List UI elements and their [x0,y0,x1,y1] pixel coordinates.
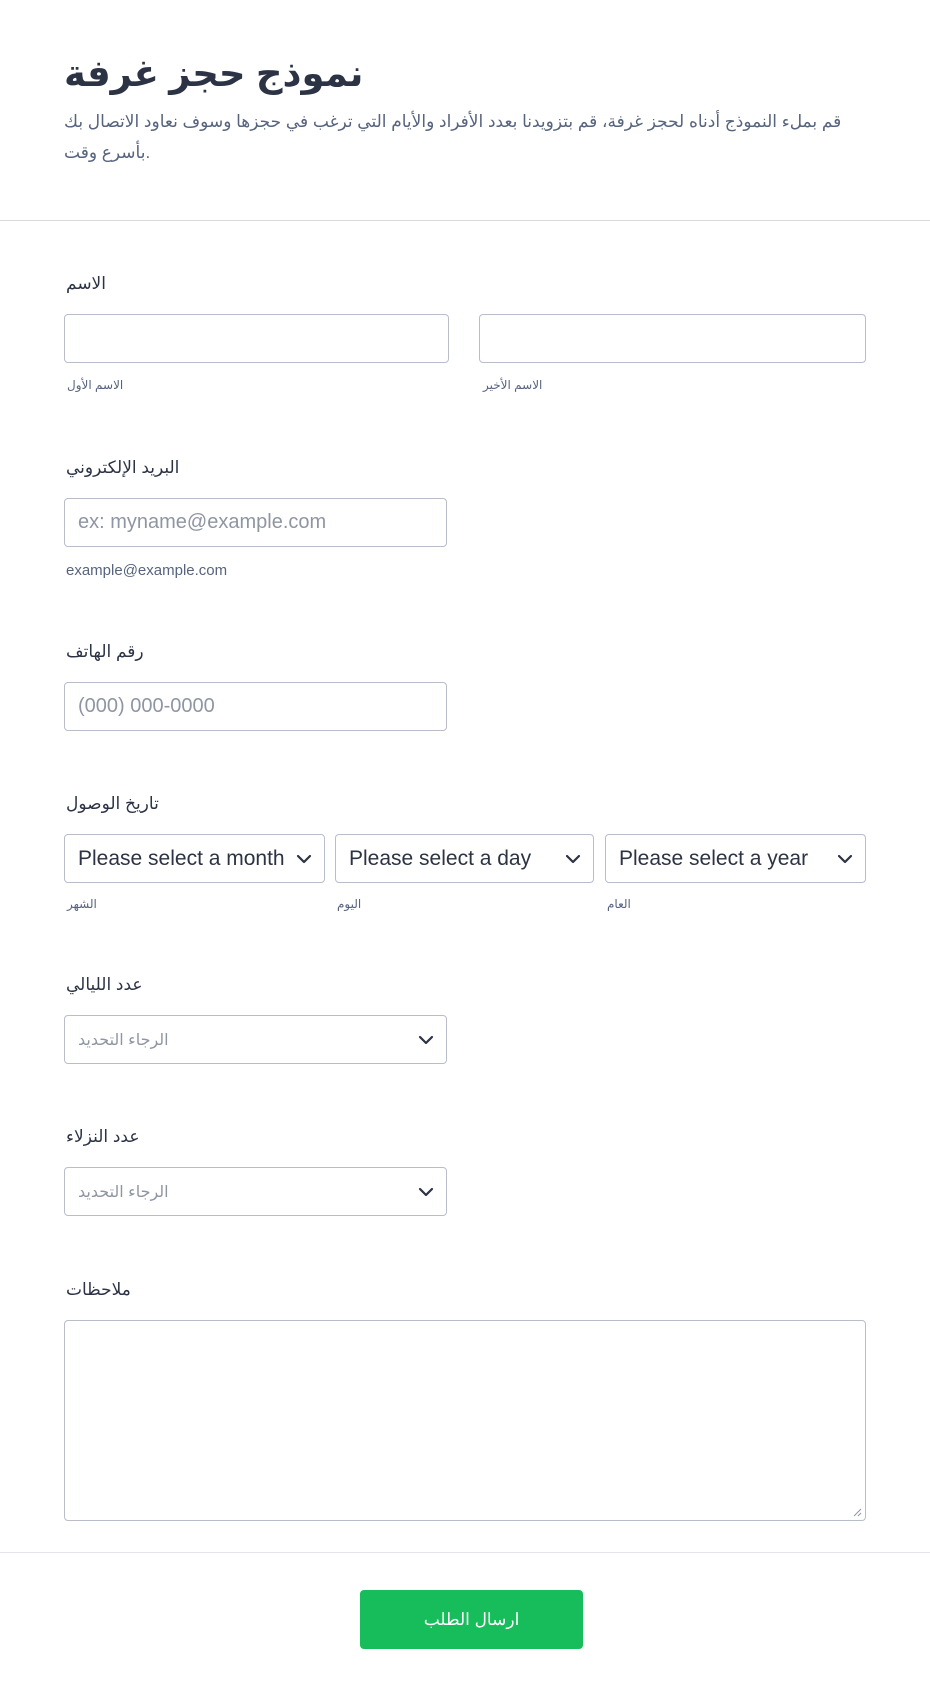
day-select[interactable] [335,834,594,883]
email-field[interactable] [64,498,447,547]
phone-field[interactable] [64,682,447,731]
email-label: البريد الإلكتروني [66,458,180,477]
year-select-value: Please select a year [619,846,809,870]
day-select-value: Please select a day [349,846,532,870]
phone-label: رقم الهاتف [66,642,144,661]
nights-select-value: الرجاء التحديد [78,1031,169,1049]
email-hint: example@example.com [66,562,228,579]
chevron-down-icon [418,1187,434,1197]
page-title: نموذج حجز غرفة [64,53,364,94]
notes-textarea[interactable] [64,1320,866,1521]
guests-label: عدد النزلاء [66,1127,140,1146]
first-name-input[interactable] [64,314,449,363]
nights-label: عدد الليالي [66,975,143,994]
chevron-down-icon [418,1035,434,1045]
guests-select-value: الرجاء التحديد [78,1183,169,1201]
day-sublabel: اليوم [337,897,362,911]
month-select-value: Please select a month [78,846,285,870]
name-label: الاسم [66,274,106,293]
form-header [0,0,930,221]
chevron-down-icon [296,854,312,864]
chevron-down-icon [837,854,853,864]
year-sublabel: العام [607,897,631,911]
notes-label: ملاحظات [66,1280,131,1299]
resize-grip-icon[interactable] [852,1507,862,1517]
month-sublabel: الشهر [67,897,97,911]
last-name-input[interactable] [479,314,866,363]
guests-select[interactable] [64,1167,447,1216]
nights-select[interactable] [64,1015,447,1064]
chevron-down-icon [565,854,581,864]
year-select[interactable] [605,834,866,883]
first-name-sublabel: الاسم الأول [67,378,124,392]
last-name-sublabel: الاسم الأخير [483,378,543,392]
footer-divider [0,1552,930,1553]
form-description: قم بملء النموذج أدناه لحجز غرفة، قم بتزويدنا بعدد الأفراد والأيام التي ترغب في حجزها وسوف نعاود الاتصال بك بأسرع وقت. [64,112,842,162]
submit-button[interactable]: ارسال الطلب [360,1590,583,1649]
arrival-date-label: تاريخ الوصول [66,794,159,813]
month-select[interactable] [64,834,325,883]
